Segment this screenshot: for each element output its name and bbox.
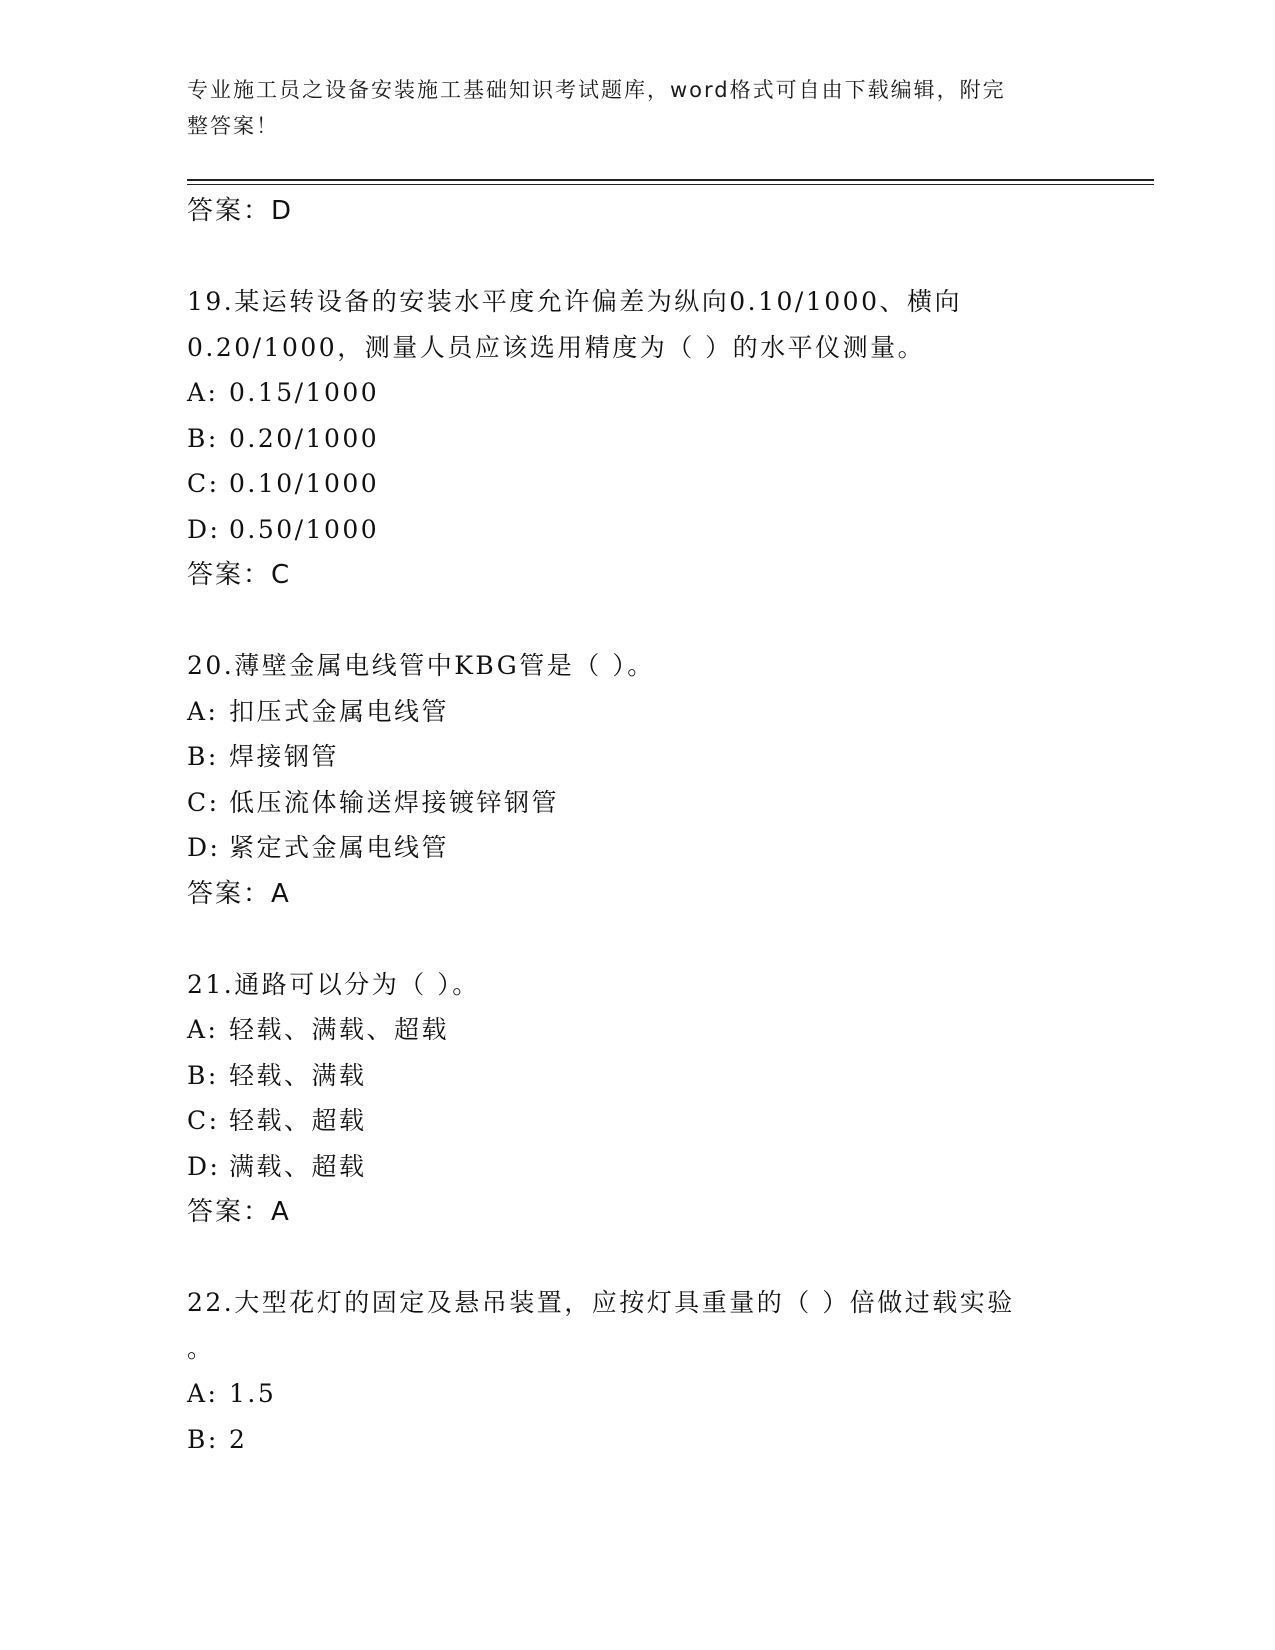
option-text: 低压流体输送焊接镀锌钢管 [229,787,560,817]
option-a [187,1007,1154,1053]
option-c [187,461,1154,507]
option-text: 轻载、满载、超载 [229,1015,450,1044]
option-c [187,1098,1154,1144]
option-text: 扣压式金属电线管 [229,696,450,726]
option-key: A: [187,696,219,726]
option-key: D: [187,514,221,544]
option-key: B: [187,423,219,453]
option-c [187,780,1154,826]
option-text: 焊接钢管 [229,742,340,771]
answer-line: 答案：A [187,878,291,909]
option-b [187,1417,1154,1463]
header-line: 整答案！ [187,114,279,138]
question-block-22 [187,1280,1154,1462]
question-text: 20.薄壁金属电线管中KBG管是（ ）。 [187,651,655,680]
option-key: A: [187,1379,219,1408]
option-key: A: [187,1015,219,1044]
option-text: 0.20/1000 [229,423,380,453]
option-text: 1.5 [229,1379,277,1408]
option-b [187,734,1154,780]
question-text: 。 [187,1333,215,1363]
option-d [187,1144,1154,1190]
header-line: 专业施工员之设备安装施工基础知识考试题库，word格式可自由下载编辑，附完 [187,78,1006,102]
answer-line: 答案：D [187,196,294,226]
option-text: 满载、超载 [229,1151,367,1181]
question-text: 22.大型花灯的固定及悬吊装置，应按灯具重量的（ ）倍做过载实验 [187,1288,1015,1317]
question-content [187,188,1154,1462]
option-d [187,825,1154,871]
question-text: 0.20/1000，测量人员应该选用精度为（ ）的水平仪测量。 [187,332,926,362]
header-rule-thin [187,184,1154,185]
option-key: B: [187,742,219,771]
option-d [187,507,1154,553]
option-key: A: [187,378,219,407]
option-key: D: [187,833,221,862]
question-text: 19.某运转设备的安装水平度允许偏差为纵向0.10/1000、横向 [187,287,962,316]
option-text: 轻载、满载 [229,1060,367,1090]
question-text: 21.通路可以分为（ ）。 [187,969,480,999]
option-a [187,689,1154,735]
question-block-21 [187,962,1154,1236]
option-text: 轻载、超载 [229,1106,367,1135]
option-key: D: [187,1151,221,1181]
option-text: 2 [229,1424,248,1454]
option-key: C: [187,1106,220,1135]
answer-line: 答案：C [187,560,292,590]
option-a [187,370,1154,416]
option-text: 0.10/1000 [229,469,380,498]
option-text: 0.50/1000 [229,514,380,544]
header-rule [187,179,1154,181]
document-header [187,72,1067,144]
answer-line: 答案：A [187,1197,291,1227]
option-a [187,1371,1154,1417]
option-key: C: [187,787,220,817]
option-b [187,1053,1154,1099]
option-text: 0.15/1000 [229,378,380,407]
question-block-19 [187,279,1154,598]
option-text: 紧定式金属电线管 [229,833,450,862]
option-b [187,416,1154,462]
option-key: B: [187,1060,219,1090]
question-block-20 [187,643,1154,917]
option-key: B: [187,1424,219,1454]
option-key: C: [187,469,220,498]
